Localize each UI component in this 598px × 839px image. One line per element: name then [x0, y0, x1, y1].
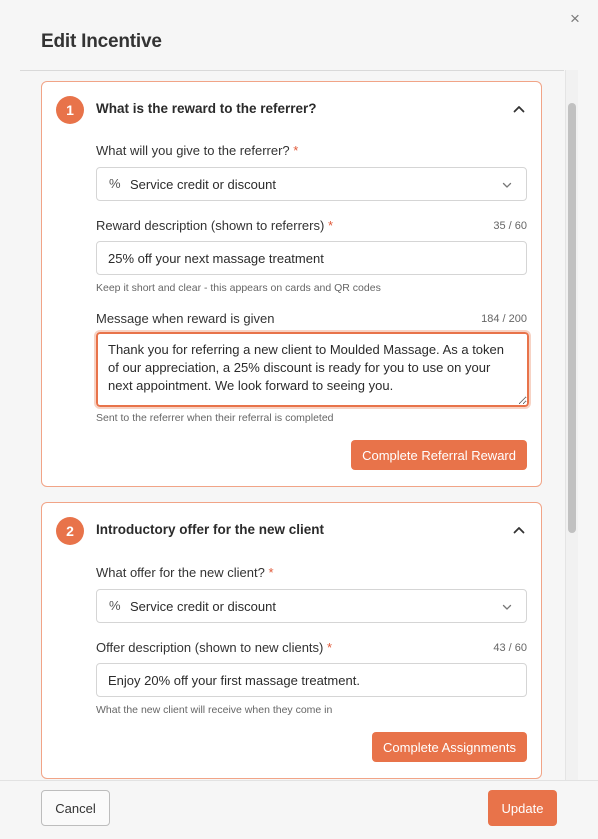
reward-description-label: Reward description (shown to referrers) * — [96, 218, 333, 233]
reward-message-textarea[interactable] — [96, 332, 529, 407]
chevron-down-icon — [502, 602, 512, 612]
chevron-up-icon[interactable] — [513, 103, 525, 115]
complete-referral-reward-button[interactable]: Complete Referral Reward — [351, 440, 527, 470]
offer-type-label: What offer for the new client? * — [96, 565, 274, 580]
reward-type-label: What will you give to the referrer? * — [96, 143, 299, 158]
offer-description-hint: What the new client will receive when they come in — [96, 704, 333, 716]
offer-description-label: Offer description (shown to new clients) * — [96, 640, 333, 655]
reward-description-hint: Keep it short and clear - this appears on cards and QR codes — [96, 282, 381, 294]
cancel-button[interactable]: Cancel — [41, 790, 110, 826]
update-button[interactable]: Update — [488, 790, 557, 826]
offer-description-input[interactable] — [96, 663, 527, 697]
referrer-reward-section — [41, 81, 542, 487]
step-badge-2: 2 — [56, 517, 84, 545]
step-badge-1: 1 — [56, 96, 84, 124]
modal-body-scroll[interactable] — [20, 70, 564, 780]
scrollbar-thumb[interactable] — [568, 103, 576, 533]
reward-description-input[interactable] — [96, 241, 527, 275]
reward-message-counter: 184 / 200 — [481, 313, 527, 325]
reward-description-counter: 35 / 60 — [493, 220, 527, 232]
chevron-up-icon[interactable] — [513, 524, 525, 536]
offer-type-value: Service credit or discount — [130, 599, 276, 614]
close-icon[interactable]: × — [570, 9, 580, 28]
modal-title: Edit Incentive — [41, 31, 162, 52]
offer-type-select[interactable] — [96, 589, 527, 623]
section-title-referrer-reward: What is the reward to the referrer? — [96, 101, 317, 116]
complete-assignments-button[interactable]: Complete Assignments — [372, 732, 527, 762]
new-client-offer-section — [41, 502, 542, 779]
reward-message-label: Message when reward is given — [96, 311, 275, 326]
vertical-scrollbar[interactable] — [565, 70, 578, 780]
chevron-down-icon — [502, 180, 512, 190]
offer-description-counter: 43 / 60 — [493, 642, 527, 654]
reward-message-hint: Sent to the referrer when their referral is completed — [96, 412, 334, 424]
percent-icon: % — [109, 598, 121, 613]
modal-footer — [0, 780, 598, 839]
reward-type-select[interactable] — [96, 167, 527, 201]
section-title-new-client-offer: Introductory offer for the new client — [96, 522, 325, 537]
percent-icon: % — [109, 176, 121, 191]
reward-type-value: Service credit or discount — [130, 177, 276, 192]
